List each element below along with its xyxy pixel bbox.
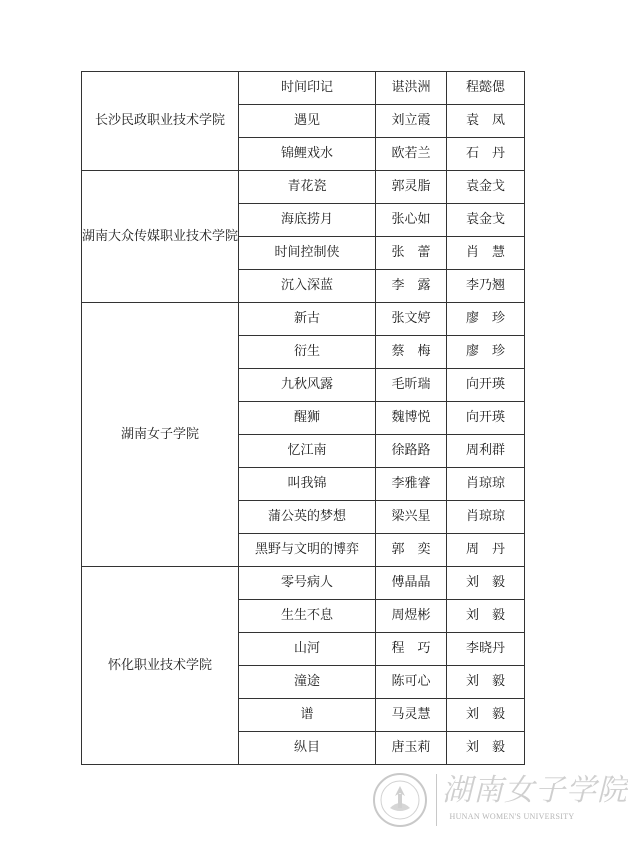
author-cell: 欧若兰 [376,138,447,171]
advisor-cell: 刘 毅 [447,567,525,600]
author-cell: 李雅睿 [376,468,447,501]
author-cell: 张 蕾 [376,237,447,270]
award-table-body [82,72,525,765]
advisor-cell: 肖琼琼 [447,468,525,501]
work-title-cell: 沉入深蓝 [239,270,376,303]
university-logo [372,770,628,832]
work-title-cell: 醒狮 [239,402,376,435]
author-cell: 唐玉莉 [376,732,447,765]
school-cell: 湖南女子学院 [82,303,239,567]
school-cell: 怀化职业技术学院 [82,567,239,765]
work-title-cell: 九秋风露 [239,369,376,402]
advisor-cell: 刘 毅 [447,600,525,633]
table-row [82,303,525,336]
advisor-cell: 石 丹 [447,138,525,171]
author-cell: 毛昕瑞 [376,369,447,402]
work-title-cell: 衍生 [239,336,376,369]
work-title-cell: 谱 [239,699,376,732]
advisor-cell: 向开瑛 [447,402,525,435]
table-row [82,567,525,600]
author-cell: 张文婷 [376,303,447,336]
author-cell: 魏博悦 [376,402,447,435]
logo-divider [436,774,437,826]
advisor-cell: 李乃翘 [447,270,525,303]
advisor-cell: 向开瑛 [447,369,525,402]
university-seal-icon [372,772,428,828]
advisor-cell: 袁金戈 [447,171,525,204]
advisor-cell: 周利群 [447,435,525,468]
award-table [81,71,525,765]
advisor-cell: 袁 凤 [447,105,525,138]
advisor-cell: 廖 珍 [447,303,525,336]
author-cell: 张心如 [376,204,447,237]
advisor-cell: 廖 珍 [447,336,525,369]
school-cell: 湖南大众传媒职业技术学院 [82,171,239,303]
work-title-cell: 海底捞月 [239,204,376,237]
author-cell: 程 巧 [376,633,447,666]
work-title-cell: 叫我锦 [239,468,376,501]
logo-chinese-name: 湖南女子学院 [442,773,628,808]
advisor-cell: 袁金戈 [447,204,525,237]
author-cell: 谌洪洲 [376,72,447,105]
work-title-cell: 时间控制侠 [239,237,376,270]
work-title-cell: 青花瓷 [239,171,376,204]
author-cell: 周煜彬 [376,600,447,633]
author-cell: 蔡 梅 [376,336,447,369]
work-title-cell: 零号病人 [239,567,376,600]
work-title-cell: 纵目 [239,732,376,765]
author-cell: 陈可心 [376,666,447,699]
table-row [82,72,525,105]
work-title-cell: 新古 [239,303,376,336]
work-title-cell: 时间印记 [239,72,376,105]
advisor-cell: 李晓丹 [447,633,525,666]
advisor-cell: 刘 毅 [447,699,525,732]
author-cell: 刘立霞 [376,105,447,138]
author-cell: 梁兴星 [376,501,447,534]
work-title-cell: 遇见 [239,105,376,138]
advisor-cell: 刘 毅 [447,732,525,765]
author-cell: 徐路路 [376,435,447,468]
work-title-cell: 蒲公英的梦想 [239,501,376,534]
author-cell: 郭 奕 [376,534,447,567]
advisor-cell: 周 丹 [447,534,525,567]
advisor-cell: 程懿偲 [447,72,525,105]
logo-english-name: HUNAN WOMEN'S UNIVERSITY [449,812,575,821]
author-cell: 傅晶晶 [376,567,447,600]
advisor-cell: 肖 慧 [447,237,525,270]
work-title-cell: 潼途 [239,666,376,699]
work-title-cell: 忆江南 [239,435,376,468]
work-title-cell: 生生不息 [239,600,376,633]
advisor-cell: 肖琼琼 [447,501,525,534]
work-title-cell: 山河 [239,633,376,666]
table-row [82,171,525,204]
author-cell: 郭灵脂 [376,171,447,204]
work-title-cell: 锦鲤戏水 [239,138,376,171]
school-cell: 长沙民政职业技术学院 [82,72,239,171]
author-cell: 马灵慧 [376,699,447,732]
work-title-cell: 黑野与文明的博弈 [239,534,376,567]
author-cell: 李 露 [376,270,447,303]
advisor-cell: 刘 毅 [447,666,525,699]
